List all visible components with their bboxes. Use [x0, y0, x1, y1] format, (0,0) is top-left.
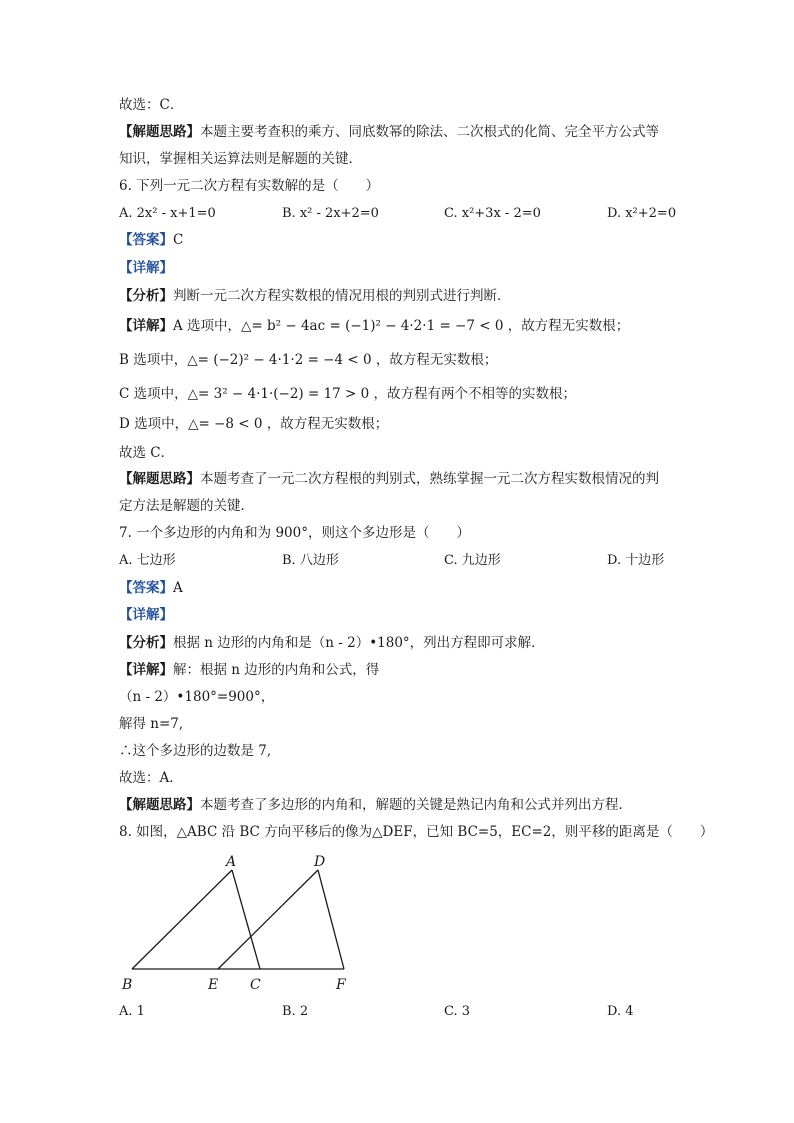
label-f: F	[336, 977, 346, 993]
segment-ac	[232, 870, 260, 969]
option-d: D. 4	[607, 1004, 634, 1019]
detail-subtag: 【详解】	[119, 662, 173, 678]
detail-tag: 【详解】	[119, 260, 173, 276]
option-a: A. 七边形	[119, 553, 176, 568]
analysis-line	[119, 633, 545, 653]
analysis-tag: 【分析】	[119, 635, 173, 651]
option-a: A. 2x² - x+1=0	[119, 206, 216, 221]
analysis-line	[119, 286, 511, 306]
answer-line	[119, 578, 183, 598]
answer-value: C	[173, 232, 184, 248]
label-d: D	[314, 854, 326, 870]
tip-line	[119, 469, 659, 489]
tip-text: 本题考查了多边形的内角和，解题的关键是熟记内角和公式并列出方程．	[200, 797, 632, 813]
question-8: 8. 如图，△ABC 沿 BC 方向平移后的像为△DEF，已知 BC=5，EC=2，则平移的距离是（ ）	[119, 824, 714, 840]
detail-d: D 选项中，△= −8 < 0 ，故方程无实数根；	[119, 416, 389, 432]
analysis-text: 判断一元二次方程实数根的情况用根的判别式进行判断．	[173, 288, 511, 304]
answer-line	[119, 230, 183, 250]
answer-tag: 【答案】	[119, 232, 173, 248]
label-b: B	[122, 977, 133, 993]
text-line: 故选：C．	[119, 97, 184, 113]
text-line: 定方法是解题的关键．	[119, 498, 254, 514]
option-b: B. x² - 2x+2=0	[282, 206, 379, 221]
option-b: B. 八边形	[282, 553, 339, 568]
option-c: C. 3	[444, 1004, 471, 1019]
option-c: C. x²+3x - 2=0	[444, 206, 541, 221]
label-c: C	[250, 977, 261, 993]
detail-b: B 选项中，△= (−2)² − 4·1·2 = −4 < 0 ，故方程无实数根；	[119, 352, 498, 368]
label-a: A	[226, 854, 237, 870]
text-line: 知识，掌握相关运算法则是解题的关键．	[119, 151, 362, 167]
conclusion-line: ∴这个多边形的边数是 7,	[119, 743, 272, 759]
detail-tag: 【详解】	[119, 607, 173, 623]
translation-figure	[110, 848, 370, 998]
analysis-tag: 【分析】	[119, 288, 173, 304]
detail-line	[119, 660, 379, 680]
detail-line	[119, 316, 629, 336]
tip-text: 本题考查了一元二次方程根的判别式，熟练掌握一元二次方程实数根情况的判	[200, 471, 659, 487]
tip-tag: 【解题思路】	[119, 471, 200, 487]
option-a: A. 1	[119, 1004, 145, 1019]
tip-tag: 【解题思路】	[119, 797, 200, 813]
option-d: D. x²+2=0	[607, 206, 677, 221]
segment-ed	[218, 870, 318, 969]
question-7: 7. 一个多边形的内角和为 900°，则这个多边形是（ ）	[119, 525, 470, 541]
option-c: C. 九边形	[444, 553, 501, 568]
equation-line: （n - 2）•180°=900°，	[119, 689, 275, 705]
tip-tag: 【解题思路】	[119, 124, 200, 140]
option-b: B. 2	[282, 1004, 309, 1019]
detail-subtag: 【详解】	[119, 318, 173, 334]
segment-df	[318, 870, 344, 969]
segment-ab	[132, 870, 232, 969]
answer-tag: 【答案】	[119, 580, 173, 596]
tip-line	[119, 795, 632, 815]
choice-line: 故选：A．	[119, 770, 183, 786]
tip-text: 本题主要考查积的乘方、同底数幂的除法、二次根式的化简、完全平方公式等	[200, 124, 659, 140]
detail-c: C 选项中，△= 3² − 4·1·(−2) = 17 > 0 ，故方程有两个不相等的实数根；	[119, 386, 577, 402]
solution-line: 解得 n=7,	[119, 716, 184, 732]
answer-value: A	[173, 580, 183, 596]
label-e: E	[208, 977, 219, 993]
choice-line: 故选 C．	[119, 445, 175, 461]
option-d: D. 十边形	[607, 553, 665, 568]
question-6: 6. 下列一元二次方程有实数解的是（ ）	[119, 178, 380, 194]
detail-text: A 选项中，△= b² − 4ac = (−1)² − 4·2·1 = −7 < 0 ，故方程无实数根；	[173, 318, 630, 334]
text-line	[119, 122, 659, 142]
analysis-text: 根据 n 边形的内角和是（n - 2）•180°，列出方程即可求解．	[173, 635, 545, 651]
detail-text: 解：根据 n 边形的内角和公式，得	[173, 662, 380, 678]
